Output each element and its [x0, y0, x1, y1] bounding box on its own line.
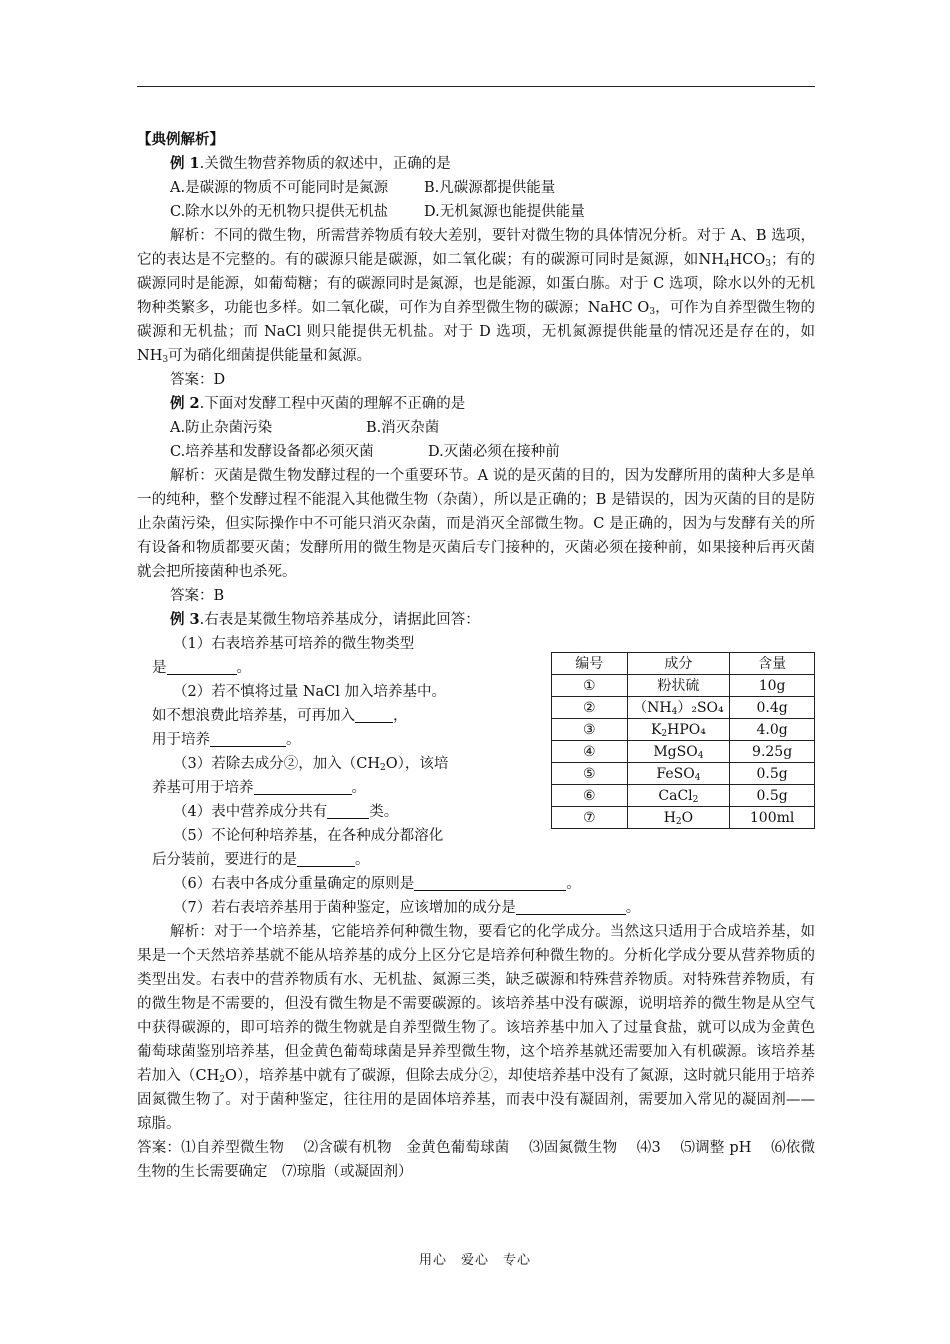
component-subscript: 2: [661, 728, 668, 739]
table-row: [552, 675, 815, 697]
row-number: ④: [552, 741, 628, 763]
ex1-analysis-text1: 解析：不同的微生物，所需营养物质有较大差别，要针对微生物的具体情况分析。对于 A、B 选项，它的表达是不完整的。有的碳源只能是碳源，如二氧化碳；有的碳源可同时是氮源，如: [137, 228, 815, 268]
ex3-question: .右表是某微生物培养基成分，请据此回答：: [199, 612, 480, 628]
ex1-option-d: D.无机氮源也能提供能量: [424, 204, 585, 220]
ex3-q3-sub: 2: [379, 763, 386, 773]
ex3-q3-end: 。: [351, 780, 366, 796]
row-amount: 4.0g: [730, 719, 815, 741]
component-subscript: 4: [694, 772, 701, 783]
ex3-q4-text: （4）表中营养成分共有: [173, 804, 328, 820]
row-amount: 0.4g: [730, 697, 815, 719]
ex2-question: .下面对发酵工程中灭菌的理解不正确的是: [199, 396, 466, 412]
ex3-q1-line2: [137, 656, 537, 680]
row-amount: 100ml: [730, 807, 815, 829]
row-number: ⑦: [552, 807, 628, 829]
ex1-sub-3c: 3: [162, 355, 169, 365]
ex3-q3-text: （3）若除去成分②，加入（CH: [173, 756, 380, 772]
row-number: ⑤: [552, 763, 628, 785]
ex3-q2-comma: ，: [393, 708, 408, 724]
medium-composition-table: [551, 652, 815, 829]
component-formula: 粉状硫: [657, 677, 700, 694]
ex3-q3-line1: [137, 752, 537, 776]
ex1-label: 例 1: [170, 155, 200, 172]
header-component: 成分: [627, 653, 730, 675]
ex3-q7-end: 。: [625, 900, 641, 916]
ex2-options-ab: [137, 416, 815, 440]
ex3-q6-end: 。: [566, 876, 581, 892]
table-row: [552, 785, 815, 807]
ex3-answer: 答案：⑴自养型微生物 ⑵含碳有机物 金黄色葡萄球菌 ⑶固氮微生物 ⑷3 ⑸调整 pH ⑹依微生物的生长需要确定 ⑺琼脂（或凝固剂）: [137, 1140, 815, 1180]
ex3-q7-text: （7）若右表培养基用于菌种鉴定，应该增加的成分是: [173, 900, 516, 916]
component-subscript: 4: [697, 750, 704, 761]
ex1-answer: 答案：D: [170, 372, 226, 388]
document-body: [137, 128, 815, 1184]
row-number: ⑥: [552, 785, 628, 807]
component-subscript: 2: [675, 816, 682, 827]
ex1-formula-hco: HCO: [729, 252, 766, 268]
ex3-q1-line1: （1）右表培养基可培养的微生物类型: [173, 636, 415, 652]
ex2-answer: 答案：B: [170, 588, 225, 604]
ex3-analysis-sub: 2: [219, 1075, 226, 1085]
header-number: 编号: [552, 653, 628, 675]
ex1-analysis-text2: ；有的碳源同时是能源，如葡萄糖；有的碳源同时是氮源，也是能源，如蛋白胨。对于 C 选项，除水以外的无机物种类繁多，功能也多样。如二氧化碳，可作为自养型微生物的碳源；: [137, 252, 816, 316]
ex3-q2-end: 。: [286, 732, 301, 748]
ex1-formula-nh: NH: [698, 252, 724, 268]
row-component: [627, 697, 730, 719]
ex3-q1-end: 。: [236, 660, 251, 676]
ex1-analysis-text3: ，可作为自养型微生物的碳源和无机盐；而 NaCl 则只能提供无机盐。对于 D 选项，无机氮源提供能量的情况还是存在的，如 NH: [137, 300, 815, 364]
ex3-q3-text3: 养基可用于培养: [152, 780, 254, 796]
row-amount: 10g: [730, 675, 815, 697]
ex1-sub-3b: 3: [649, 307, 656, 317]
page-footer: 用心 爱心 专心: [418, 1253, 531, 1268]
ex1-options-cd: [137, 200, 815, 224]
ex3-q2-text2: 用于培养: [152, 732, 210, 748]
ex1-analysis-text4: 可为硝化细菌提供能量和氮源。: [168, 348, 372, 364]
ex3-q2-text: 如不想浪费此培养基，可再加入: [152, 708, 355, 724]
ex3-q5-line2: [137, 848, 537, 872]
row-amount: 9.25g: [730, 741, 815, 763]
row-component: [627, 741, 730, 763]
ex3-q6-blank[interactable]: [414, 876, 566, 891]
ex2-analysis: 解析：灭菌是微生物发酵过程的一个重要环节。A 说的是灭菌的目的，因为发酵所用的菌种大多是单一的纯种，整个发酵过程不能混入其他微生物（杂菌），所以是正确的；B 是错误的，因为灭菌的目的是防止杂菌污染，但实际操作中不可能只消灭杂菌，而是消灭全部微生物。C 是正确的，因为与发酵有关的所有设备和物质都要灭菌；发酵所用的微生物是灭菌后专门接种的，灭菌必须在接种前，如果接种后再灭菌就会把所接菌种也杀死。: [137, 468, 815, 580]
ex1-question: .关微生物营养物质的叙述中，正确的是: [199, 156, 451, 172]
table-row: [552, 697, 815, 719]
ex3-q3-line2: [137, 776, 537, 800]
row-component: [627, 807, 730, 829]
row-component: [627, 763, 730, 785]
ex1-option-b: B.凡碳源都提供能量: [424, 180, 556, 196]
ex2-label: 例 2: [170, 395, 200, 412]
table-row: [552, 741, 815, 763]
ex2-option-a: A.防止杂菌污染: [170, 420, 273, 436]
header-rule: [137, 86, 815, 87]
row-amount: 0.5g: [730, 785, 815, 807]
row-number: ①: [552, 675, 628, 697]
ex1-option-a: A.是碳源的物质不可能同时是氮源: [170, 180, 389, 196]
ex3-q5-end: 。: [355, 852, 370, 868]
ex3-q2-line1: （2）若不慎将过量 NaCl 加入培养基中。: [173, 684, 447, 700]
component-formula: FeSO: [656, 765, 695, 782]
table-row: [552, 719, 815, 741]
row-component: [627, 675, 730, 697]
ex3-q4-blank[interactable]: [327, 804, 369, 819]
ex3-analysis-text1: 解析：对于一个培养基，它能培养何种微生物，要看它的化学成分。当然这只适用于合成培养基，如果是一个天然培养基就不能从培养基的成分上区分它是培养何种微生物的。分析化学成分要从营养物质的类型出发。右表中的营养物质有水、无机盐、氮源三类，缺乏碳源和特殊营养物质。对特殊营养物质，有的微生物是不需要的，但没有微生物是不需要碳源的。该培养基中没有碳源，说明培养的微生物是从空气中获得碳源的，即可培养的微生物就是自养型微生物了。该培养基中加入了过量食盐，就可以成为金黄色葡萄球菌鉴别培养基，但金黄色葡萄球菌是异养型微生物，这个培养基就还需要加入有机碳源。该培养基若加入（CH: [137, 924, 815, 1084]
component-formula: CaCl: [658, 787, 693, 804]
ex2-option-b: B.消灭杂菌: [366, 420, 440, 436]
row-number: ②: [552, 697, 628, 719]
component-formula-tail: O: [681, 809, 694, 826]
component-formula: H: [663, 809, 676, 826]
ex3-q2-blank2[interactable]: [210, 732, 286, 747]
ex3-q5-text: 后分装前，要进行的是: [152, 852, 297, 868]
component-formula: K: [650, 721, 662, 738]
table-row: [552, 763, 815, 785]
ex3-q3-blank[interactable]: [254, 780, 352, 795]
ex3-q1-blank[interactable]: [167, 660, 237, 675]
ex3-label: 例 3: [170, 611, 200, 628]
ex3-q7-blank[interactable]: [516, 900, 626, 915]
ex3-q5-line1: （5）不论何种培养基，在各种成分都溶化: [173, 828, 444, 844]
component-subscript: 2: [692, 794, 699, 805]
ex3-analysis-text2: O），培养基中就有了碳源，但除去成分②，却使培养基中没有了氮源，这时就只能用于培养固氮微生物了。对于菌种鉴定，往往用的是固体培养基，而表中没有凝固剂，需要加入常见的凝固剂——琼脂。: [137, 1068, 815, 1132]
component-formula: MgSO: [653, 743, 698, 760]
ex3-q2-blank1[interactable]: [355, 708, 393, 723]
ex1-formula-nahco: NaHC O: [587, 300, 650, 316]
section-title: 【典例解析】: [137, 131, 224, 148]
ex1-options-ab: [137, 176, 815, 200]
ex2-option-c: C.培养基和发酵设备都必须灭菌: [170, 444, 374, 460]
ex3-q4-end: 类。: [369, 804, 399, 820]
header-amount: 含量: [730, 653, 815, 675]
ex3-q2-line3: [137, 728, 537, 752]
row-amount: 0.5g: [730, 763, 815, 785]
ex3-q4: [137, 800, 537, 824]
ex2-option-d: D.灭菌必须在接种前: [428, 444, 560, 460]
component-formula-tail: ）₂SO₄: [677, 699, 724, 716]
component-formula-tail: HPO₄: [667, 721, 706, 738]
ex3-q3-text2: O），该培: [385, 756, 449, 772]
component-subscript: 4: [671, 706, 678, 717]
ex3-q6-text: （6）右表中各成分重量确定的原则是: [173, 876, 415, 892]
row-component: [627, 719, 730, 741]
ex1-analysis: [137, 224, 815, 368]
ex3-q1-text: 是: [152, 660, 167, 676]
ex3-q2-line2: [137, 704, 537, 728]
ex3-analysis: [137, 920, 815, 1136]
table-header-row: [552, 653, 815, 675]
component-formula: （NH: [633, 699, 672, 716]
ex1-option-c: C.除水以外的无机物只提供无机盐: [170, 204, 389, 220]
ex3-q7: [137, 896, 815, 920]
ex2-options-cd: [137, 440, 815, 464]
table-row: [552, 807, 815, 829]
ex3-q6: [137, 872, 815, 896]
ex3-q5-blank[interactable]: [297, 852, 355, 867]
row-number: ③: [552, 719, 628, 741]
row-component: [627, 785, 730, 807]
ex1-sub-4: 4: [723, 259, 730, 269]
ex1-stem: [137, 152, 815, 176]
ex2-stem: [137, 392, 815, 416]
ex3-stem: [137, 608, 815, 632]
ex1-sub-3: 3: [765, 259, 771, 269]
ex3-questions: [137, 632, 537, 872]
